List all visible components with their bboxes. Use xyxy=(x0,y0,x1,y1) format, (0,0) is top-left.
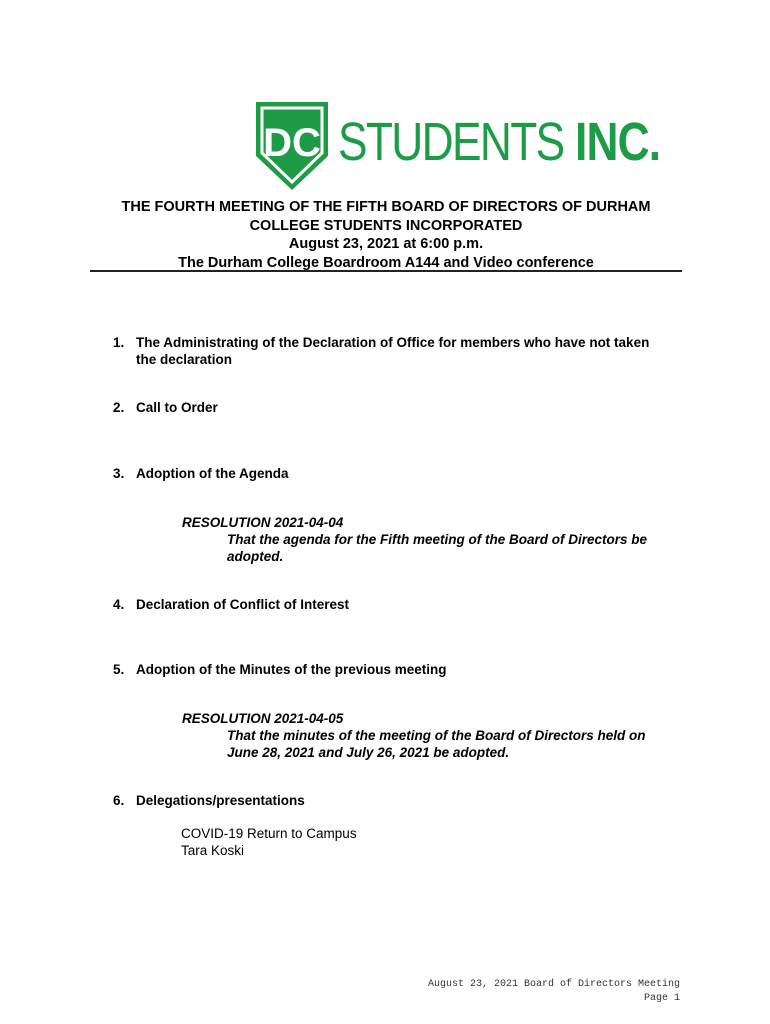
resolution-text xyxy=(227,531,682,565)
agenda-item-number: 6. xyxy=(113,793,125,808)
agenda-item-4 xyxy=(113,596,683,613)
resolution-text xyxy=(227,727,682,761)
footer-page-number: Page 1 xyxy=(643,993,680,1004)
presentation-presenter: Tara Koski xyxy=(181,843,245,858)
agenda-item-5 xyxy=(113,661,683,678)
meeting-location: The Durham College Boardroom A144 and Video conference xyxy=(178,254,594,271)
agenda-item-number: 2. xyxy=(113,400,125,415)
document-title xyxy=(90,198,682,272)
presentation-details xyxy=(181,825,357,859)
title-line-1: THE FOURTH MEETING OF THE FIFTH BOARD OF DIRECTORS OF DURHAM xyxy=(121,199,651,215)
logo-monogram: DC xyxy=(263,121,321,165)
agenda-item-text: Delegations/presentations xyxy=(136,793,305,808)
page-footer xyxy=(428,978,680,1006)
agenda-item-text-line-2: the declaration xyxy=(136,352,233,367)
footer-meeting: August 23, 2021 Board of Directors Meeting xyxy=(427,979,680,990)
agenda-item-text xyxy=(136,334,683,368)
agenda-item-text: Declaration of Conflict of Interest xyxy=(136,597,350,612)
agenda-item-number: 3. xyxy=(113,466,125,481)
resolution-text-line-2: June 28, 2021 and July 26, 2021 be adopted. xyxy=(227,745,510,760)
agenda-item-text: Adoption of the Agenda xyxy=(136,466,289,481)
agenda-item-1 xyxy=(113,334,683,368)
title-line-2: COLLEGE STUDENTS INCORPORATED xyxy=(249,217,523,234)
agenda-item-number: 4. xyxy=(113,597,125,612)
resolution-2021-04-04 xyxy=(182,514,682,565)
agenda-item-number: 5. xyxy=(113,662,125,677)
agenda-item-3 xyxy=(113,465,683,482)
agenda-item-2 xyxy=(113,399,683,416)
resolution-text-line-1: That the minutes of the meeting of the Board of Directors held on xyxy=(227,728,646,743)
agenda-item-text: Adoption of the Minutes of the previous meeting xyxy=(136,662,447,677)
meeting-date: August 23, 2021 at 6:00 p.m. xyxy=(288,236,484,252)
agenda-item-number: 1. xyxy=(113,335,125,350)
agenda-item-6 xyxy=(113,792,683,809)
title-rule xyxy=(90,270,682,272)
presentation-topic: COVID-19 Return to Campus xyxy=(181,826,357,841)
resolution-text-line-1: That the agenda for the Fifth meeting of the Board of Directors be xyxy=(227,532,648,547)
logo-wordmark xyxy=(338,112,660,172)
resolution-label: RESOLUTION 2021-04-05 xyxy=(182,711,344,726)
shield-icon xyxy=(254,100,330,192)
resolution-text-line-2: adopted. xyxy=(227,549,284,564)
logo-word-students: STUDENTS xyxy=(338,112,564,172)
agenda-item-text: Call to Order xyxy=(136,400,218,415)
logo xyxy=(254,100,661,192)
resolution-label: RESOLUTION 2021-04-04 xyxy=(182,515,344,530)
agenda-item-text-line-1: The Administrating of the Declaration of Office for members who have not taken xyxy=(136,335,650,350)
logo-word-inc: INC. xyxy=(575,112,661,172)
resolution-2021-04-05 xyxy=(182,710,682,761)
